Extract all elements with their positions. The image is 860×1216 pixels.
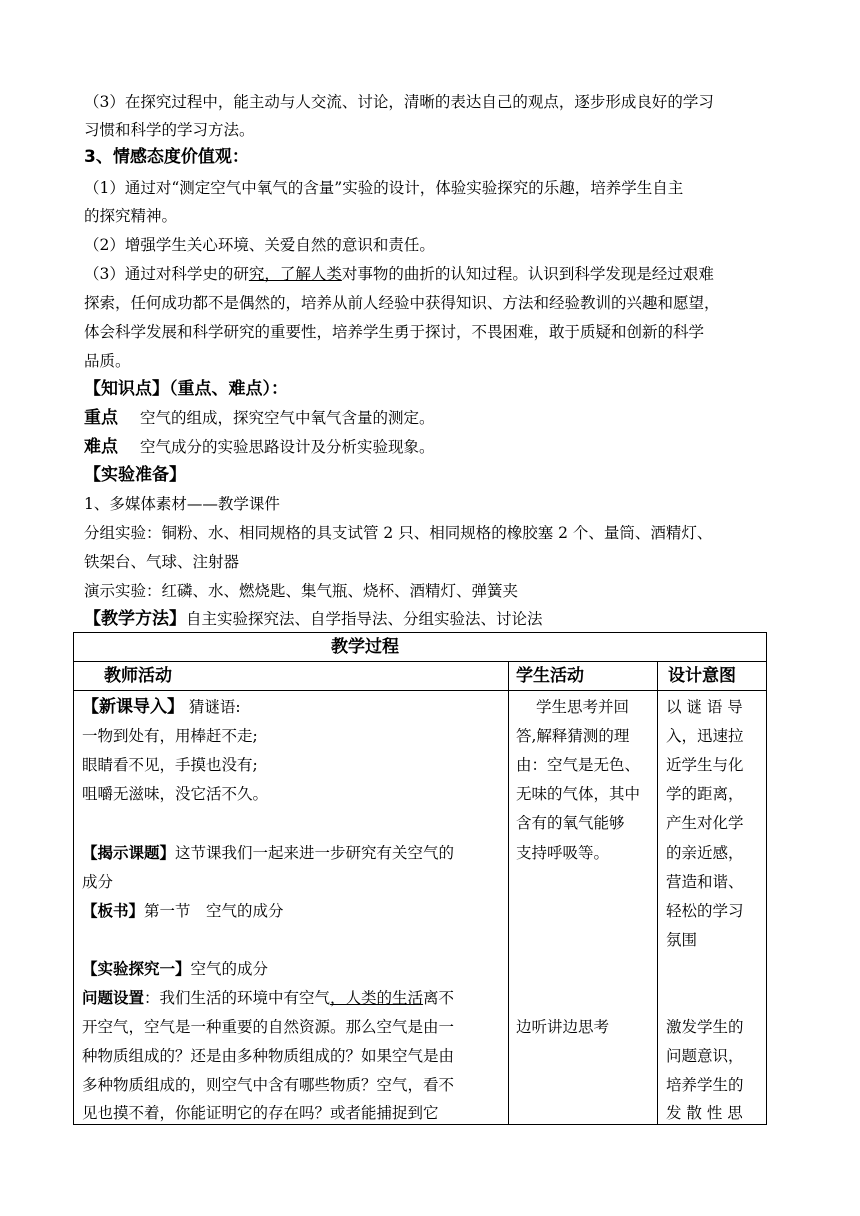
question-underlined: ，人类的生活 <box>330 989 424 1007</box>
question-line-3: 种物质组成的？还是由多种物质组成的？如果空气是由 <box>82 1047 455 1065</box>
question-line-4: 多种物质组成的，则空气中含有哪些物质？空气，看不 <box>82 1076 455 1094</box>
underlined-text: 究，了解人类 <box>248 265 342 283</box>
prep-title: 【实验准备】 <box>84 465 186 485</box>
new-lesson-label: 【新课导入】 <box>82 697 184 717</box>
prep-line-2: 分组实验：铜粉、水、相同规格的具支试管 2 只、相同规格的橡胶塞 2 个、量筒、酒精灯、 <box>84 524 713 542</box>
intent-line-5: 产生对化学 <box>666 814 744 832</box>
question-text-a: ：我们生活的环境中有空气 <box>144 989 331 1007</box>
prep-line-3: 铁架台、气球、注射器 <box>84 553 240 571</box>
student-listen: 边听讲边思考 <box>516 1018 610 1036</box>
new-lesson-text: 猜谜语: <box>184 698 241 716</box>
section3-title: 3、情感态度价值观： <box>84 147 249 167</box>
reveal-line <box>82 843 454 863</box>
section3-line-3: （2）增强学生关心环境、关爱自然的意识和责任。 <box>84 236 435 254</box>
riddle-line-2: 眼睛看不见，手摸也没有; <box>82 756 258 774</box>
intent-line-2: 入，迅速拉 <box>666 727 744 745</box>
table-border-top <box>73 632 767 633</box>
key-label: 重点 <box>84 408 118 428</box>
section3-line-7: 品质。 <box>84 352 131 370</box>
table-col-divider-1 <box>508 661 509 1125</box>
prep-line-4: 演示实验：红磷、水、燃烧匙、集气瓶、烧杯、酒精灯、弹簧夹 <box>84 582 519 600</box>
intent-line-7: 营造和谐、 <box>666 873 744 891</box>
board-line <box>82 901 284 921</box>
table-border-left <box>73 632 74 1125</box>
header-teacher: 教师活动 <box>104 666 172 686</box>
intent-line-3: 近学生与化 <box>666 756 744 774</box>
explore-label: 【实验探究一】 <box>82 959 191 978</box>
explore-text: 空气的成分 <box>190 960 269 978</box>
reveal-text: 这节课我们一起来进一步研究有关空气的 <box>175 844 455 862</box>
student-line-4: 无味的气体，其中 <box>516 785 641 803</box>
table-title: 教学过程 <box>331 637 399 657</box>
intent-line-1: 以 谜 语 导 <box>666 698 743 716</box>
question-label: 问题设置 <box>82 988 145 1007</box>
board-text: 第一节 空气的成分 <box>144 902 284 920</box>
intro-line-2: 习惯和科学的学习方法。 <box>84 121 255 139</box>
student-line-3: 由：空气是无色、 <box>516 756 641 774</box>
riddle-line-3: 咀嚼无滋味，没它活不久。 <box>82 785 269 803</box>
student-line-2: 答,解释猜测的理 <box>516 727 630 745</box>
student-line-1: 学生思考并回 <box>536 698 630 716</box>
section3-line-5: 探索，任何成功都不是偶然的，培养从前人经验中获得知识、方法和经验教训的兴趣和愿望， <box>84 294 720 312</box>
new-lesson-line <box>82 697 241 717</box>
key-text: 空气的组成，探究空气中氧气含量的测定。 <box>140 409 435 427</box>
table-col-divider-2 <box>657 661 658 1125</box>
header-student: 学生活动 <box>516 666 584 686</box>
question-text-c: 离不 <box>423 989 455 1007</box>
section3-line-1: （1）通过对“测定空气中氧气的含量”实验的设计，体验实验探究的乐趣，培养学生自主 <box>84 179 684 197</box>
student-line-5: 含有的氧气能够 <box>516 814 625 832</box>
intent-line-9: 氛围 <box>666 931 698 949</box>
method-line <box>84 609 543 629</box>
table-row-divider-1 <box>73 661 767 662</box>
section3-line-4b: 对事物的曲折的认知过程。认识到科学发现是经过艰难 <box>341 265 714 283</box>
difficult-label: 难点 <box>84 437 118 457</box>
board-label: 【板书】 <box>82 901 145 920</box>
difficult-text: 空气成分的实验思路设计及分析实验现象。 <box>140 438 435 456</box>
question-line-5: 见也摸不着，你能证明它的存在吗？或者能捕捉到它 <box>82 1104 439 1122</box>
prep-line-1: 1、多媒体素材——教学课件 <box>84 495 280 513</box>
section3-line-4a: （3）通过对科学史的研 <box>84 265 249 283</box>
key-point <box>84 408 435 428</box>
intent2-line-4: 发 散 性 思 <box>666 1104 743 1122</box>
intent-line-8: 轻松的学习 <box>666 902 744 920</box>
method-text: 自主实验探究法、自学指导法、分组实验法、讨论法 <box>186 610 543 628</box>
section3-line-2: 的探究精神。 <box>84 207 178 225</box>
student-line-6: 支持呼吸等。 <box>516 844 610 862</box>
reveal-line-2: 成分 <box>82 873 114 891</box>
explore-line <box>82 959 268 979</box>
question-line-1 <box>82 988 454 1008</box>
intent2-line-1: 激发学生的 <box>666 1018 744 1036</box>
question-line-2: 开空气，空气是一种重要的自然资源。那么空气是由一 <box>82 1018 455 1036</box>
section3-line-4 <box>84 264 714 284</box>
method-title: 【教学方法】 <box>84 609 186 629</box>
reveal-label: 【揭示课题】 <box>82 843 176 862</box>
intent2-line-3: 培养学生的 <box>666 1076 744 1094</box>
intent-line-6: 的亲近感， <box>666 844 744 862</box>
intro-line-1: （3）在探究过程中，能主动与人交流、讨论，清晰的表达自己的观点，逐步形成良好的学习 <box>84 93 714 111</box>
knowledge-title: 【知识点】（重点、难点）： <box>84 379 288 399</box>
intent2-line-2: 问题意识， <box>666 1047 744 1065</box>
table-border-right <box>766 632 767 1125</box>
header-intent: 设计意图 <box>668 666 736 686</box>
table-border-bottom <box>73 1124 767 1125</box>
table-row-divider-2 <box>73 690 767 691</box>
riddle-line-1: 一物到处有，用棒赶不走; <box>82 727 258 745</box>
difficult-point <box>84 437 435 457</box>
section3-line-6: 体会科学发展和科学研究的重要性，培养学生勇于探讨，不畏困难，敢于质疑和创新的科学 <box>84 323 705 341</box>
intent-line-4: 学的距离， <box>666 785 744 803</box>
